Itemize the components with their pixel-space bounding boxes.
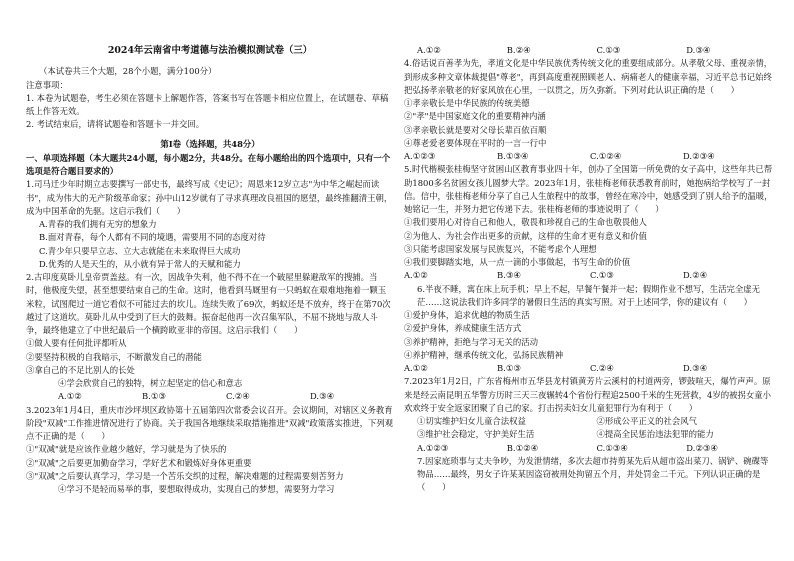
option: B.①②④ [506, 442, 539, 453]
options-row [404, 269, 776, 282]
question-5-stem: 5.时代楷模张桂梅坚守贫困山区教育事业四十年，创办了全国第一所免费的女子高中，这些年共已帮助1800多名贫困女孩儿圆梦大学。2023年1月，张桂梅老师获悉教育前时，她抱病给学校写了一封信。信中，张桂梅老师分享了自己人生旅程中的故事，曾经在寒冷中，她感受到了别人给予的温暖，她铭记一生，并努力把它传递下去。张桂梅老师的事迹说明了（ ） [404, 164, 773, 214]
item: ④尊老爱老要体现在平时的一言一行中 [404, 137, 547, 148]
option: D.②④ [683, 270, 708, 281]
option: C.②④ [590, 363, 614, 373]
option: D.③④ [686, 45, 711, 55]
intro-line: 2. 考试结束后，请将试题卷和答题卡一并交回。 [26, 119, 205, 130]
option: A.青春的我们拥有无穷的想象力 [39, 219, 157, 229]
option: B.①③ [142, 391, 166, 402]
option: B.①③ [497, 363, 521, 373]
option: A.①② [58, 391, 82, 402]
right-column [404, 44, 776, 495]
options-row [26, 390, 394, 403]
item: ③"双减"之后要认真学习，学习是一个苦乐交织的过程，解决难题的过程需要刻苦努力 [26, 470, 344, 481]
option: B.面对青春，每个人都有不同的境遇，需要用不同的态度对待 [39, 232, 266, 243]
option: A.①② [404, 363, 428, 373]
intro-line: （本试卷共三个大题，28个小题，满分100分） [39, 66, 217, 77]
intro-line: 1. 本卷为试题卷，考生必须在答题卡上解题作答，答案书写在答题卡相应位置上，在试题卷、草稿纸上作答无效。 [26, 92, 389, 116]
item: ④养护精神，继承传统文化，弘扬民族精神 [404, 349, 564, 360]
item: ②爱护身体，养成健康生活方式 [404, 323, 522, 334]
left-column [26, 44, 394, 496]
option: D.优秀的人是天生的，从小就有异于常人的天赋和能力 [39, 258, 241, 269]
item: ④提高全民惩治违法犯罪的能力 [596, 429, 714, 440]
item: ③只能考虑国家发展与民族复兴，不能考虑个人理想 [404, 243, 597, 254]
item: ②"孝"是中国家庭文化的重要精神内涵 [404, 111, 546, 122]
option: C.①③ [590, 270, 614, 281]
item: ②要坚持积极的自我暗示，不断激发自己的潜能 [26, 351, 202, 362]
item: ①"双减"就是应该作业越少越好，学习就是为了快乐的 [26, 444, 227, 455]
option: C.②④ [226, 391, 250, 402]
options-row [404, 44, 776, 57]
question-7-stem: 7.2023年1月2日，广东省梅州市五华县龙村镇黄芳片云溪村的村道两旁，锣鼓喧天，爆竹声声。原来是经云南昆明五华警方历时三天三夜辗转4个省份行程追2500千米的生死营救，4岁的被拐女童小欢欢终于安全返家团聚了自己的家。打击拐卖妇女儿童犯罪行为有利于（ ） [404, 376, 771, 413]
item: ①我们要用心对待自己和他人，敬畏和珍视自己的生命也敬畏他人 [404, 217, 647, 228]
option: C.①②④ [590, 151, 622, 161]
option: D.②③④ [686, 442, 718, 453]
question-6-stem: 6.半夜不睡，寓在床上玩手机；早上不起，早餐午餐并一起；假期作业不想写，生活完全虚无茫……这说法我们许多同学的暑假日生活的真实写照。对于上述同学，你的建议有（ ） [417, 283, 760, 307]
item: ④学习不是轻而易举的事，要想取得成功，实现自己的梦想，需要努力学习 [58, 484, 335, 494]
option: C.青少年只要早立志、立大志就能在未来取得巨大成功 [39, 245, 241, 256]
item: ①切实维护妇女儿童合法权益 [417, 416, 526, 426]
question-3-stem: 3.2023年1月4日，重庆市沙坪坝区政协第十五届第四次常委会议召开。会议期间，对辖区义务教育阶段"双减"工作推进情况进行了协商。关于我国各地继续采取措施推进"双减"政策落实推进，下列观点不正确的是（ ） [26, 404, 394, 441]
question-2-stem: 2.古印度莫卧儿皇帝贾盖兹。有一次，因战争失利，他不得不在一个破屋里躲避敌军的搜捕。当时，他极度失望，甚至想要结束自己的生命。这时，他看到马厩里有一只蚂蚁在艰难地拖着一颗玉米粒，试图爬过一道它看似不可能过去的坎儿。连续失败了69次，蚂蚁还是不放弃，终于在第70次越过了这道坎。莫卧儿从中受到了巨大的鼓舞。振奋起他再一次召集军队，不屈不挠地与敌人斗争，最终他建立了中世纪最后一个横跨欧亚非的帝国。这启示我们（ ） [26, 272, 391, 335]
item: ②"双减"之后要更加勤奋学习，学好艺术和锻炼好身体更重要 [26, 457, 252, 468]
option: A.①② [404, 270, 428, 281]
item: ①爱护身体，追求优越的物质生活 [404, 310, 530, 320]
option: A.①② [417, 45, 441, 55]
question-8-stem: 7.因家庭琐事与丈夫争吵，为发泄情绪，多次去超市持剪某先后从超市盗出菜刀、锅铲、碗碟等物品……最终，男女子许某某因盗窃被刑处拘留五个月，并处罚金二千元。下列认识正确的是（ ） [417, 455, 769, 493]
question-1-stem: 1.司马迁少年时期立志要撰写一部史书，最终写成《史记》；周恩来12岁立志"为中华之崛起而读书"，成为伟大的无产阶级革命家；孙中山12岁就有了寻求真理改良祖国的愿望，最终推翻清王朝，成为中国革命的先驱。这启示我们（ ） [26, 179, 393, 216]
option: B.①③④ [497, 151, 529, 161]
intro-line: 注意事项： [26, 79, 68, 90]
option: B.③④ [497, 270, 521, 281]
options-row [404, 150, 776, 163]
option: D.③④ [310, 391, 335, 402]
option: D.③④ [683, 363, 708, 373]
option: B.②④ [506, 45, 531, 55]
question-4-stem: 4.俗话说百善孝为先，孝道文化是中华民族优秀传统文化的重要组成部分。从孝敬父母、重视亲情，到形成多种文章体裁提倡"尊老"，再到高度重视照顾老人、病痛老人的健康幸福，习近平总书记始终把弘扬孝亲敬老的好家风放在心里，一以贯之，历久弥新。下列对此认识正确的是（ ） [404, 58, 773, 95]
section-heading: 第Ⅰ卷（选择题，共48分） [160, 138, 260, 149]
instructions: 一、单项选择题（本大题共24小题，每小题2分，共48分。在每小题给出的四个选项中，只有一个选项是符合题目要求的） [26, 152, 391, 176]
item: ③孝亲敬长就是要对父母长辈百依百顺 [404, 124, 547, 135]
item: ③养护精神，拒绝与学习无关的活动 [404, 336, 538, 347]
option: C.①③④ [596, 442, 628, 453]
option: C.①③ [596, 45, 621, 55]
item: ②为他人、为社会作出更多的贡献，这样的生命才更有意义和价值 [404, 230, 647, 241]
item: ③维护社会稳定，守护美好生活 [417, 429, 535, 440]
options-row [404, 442, 776, 455]
item: ②形成公平正义的社会风气 [596, 416, 697, 426]
item: ④学会欣赏自己的独特，树立起坚定的信心和意志 [58, 378, 243, 388]
option: D.②③④ [683, 151, 715, 161]
option: A.①②③ [417, 442, 449, 453]
item: ③拿自己的不足比别人的长处 [26, 364, 135, 375]
items-row [404, 428, 776, 441]
options-row [404, 362, 776, 375]
items-row [404, 415, 776, 428]
item: ①做人要有任何批评都听从 [26, 338, 127, 349]
item: ①孝亲敬长是中华民族的传统美德 [404, 98, 530, 108]
exam-title: 2024年云南省中考道德与法治模拟测试卷（三） [107, 45, 313, 56]
item: ④我们要脚踏实地，从一点一滴的小事做起，书写生命的价值 [404, 257, 631, 267]
option: A.①②③ [404, 151, 436, 161]
